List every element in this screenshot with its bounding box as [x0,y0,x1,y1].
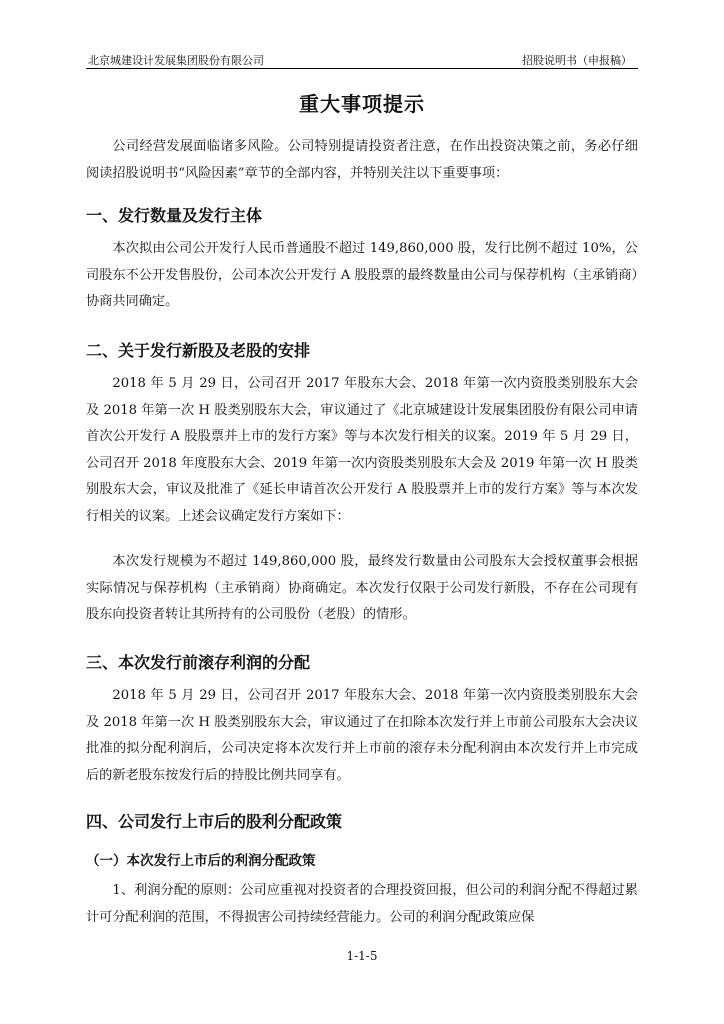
section-3-paragraph: 2018 年 5 月 29 日，公司召开 2017 年股东大会、2018 年第一次内资股类别股东大会及 2018 年第一次 H 股类别股东大会，审议通过了在扣除本次发行并上市前公司股东大会决议批准的拟分配利润后，公司决定将本次发行并上市前的滚存未分配利润由本次发行并上市完成后的新老股东按发行后的持股比例共同享有。 [86,688,638,783]
section-1-heading: 一、发行数量及发行主体 [86,206,263,225]
page-number: 1-1-5 [346,949,378,963]
page-title: 重大事项提示 [299,92,425,116]
header-document-type: 招股说明书（申报稿） [522,54,632,67]
section-3-heading: 三、本次发行前滚存利润的分配 [86,653,311,672]
section-4-heading: 四、公司发行上市后的股利分配政策 [86,812,343,831]
section-4-paragraph: 1、利润分配的原则：公司应重视对投资者的合理投资回报，但公司的利润分配不得超过累计可分配利润的范围，不得损害公司持续经营能力。公司的利润分配政策应保 [86,883,638,925]
section-2-paragraph-2: 本次发行规模为不超过 149,860,000 股，最终发行数量由公司股东大会授权董事会根据实际情况与保荐机构（主承销商）协商确定。本次发行仅限于公司发行新股，不存在公司现有股东向投资者转让其所持有的公司股份（老股）的情形。 [86,554,638,623]
section-2-heading: 二、关于发行新股及老股的安排 [86,341,311,360]
section-2-paragraph-1: 2018 年 5 月 29 日，公司召开 2017 年股东大会、2018 年第一次内资股类别股东大会及 2018 年第一次 H 股类别股东大会，审议通过了《北京城建设计发展集团股份有限公司申请首次公开发行 A 股股票并上市的发行方案》等与本次发行相关的议案。2019 年 5 月 29 日，公司召开 2018 年度股东大会、2019 年第一次内资股类别股东大会及 2019 年第一次 H 股类别股东大会，审议及批准了《延长申请首次公开发行 A 股股票并上市的发行方案》等与本次发行相关的议案。上述会议确定发行方案如下： [86,376,638,524]
section-4-subheading: （一）本次发行上市后的利润分配政策 [86,853,316,869]
header-company-name: 北京城建设计发展集团股份有限公司 [88,54,264,67]
section-1-paragraph: 本次拟由公司公开发行人民币普通股不超过 149,860,000 股，发行比例不超过 10%，公司股东不公开发售股份，公司本次公开发行 A 股股票的最终数量由公司与保荐机构（主承销商）协商共同确定。 [86,241,638,310]
page-header [86,48,638,69]
intro-paragraph: 公司经营发展面临诸多风险。公司特别提请投资者注意，在作出投资决策之前，务必仔细阅读招股说明书“风险因素”章节的全部内容，并特别关注以下重要事项： [86,139,638,181]
